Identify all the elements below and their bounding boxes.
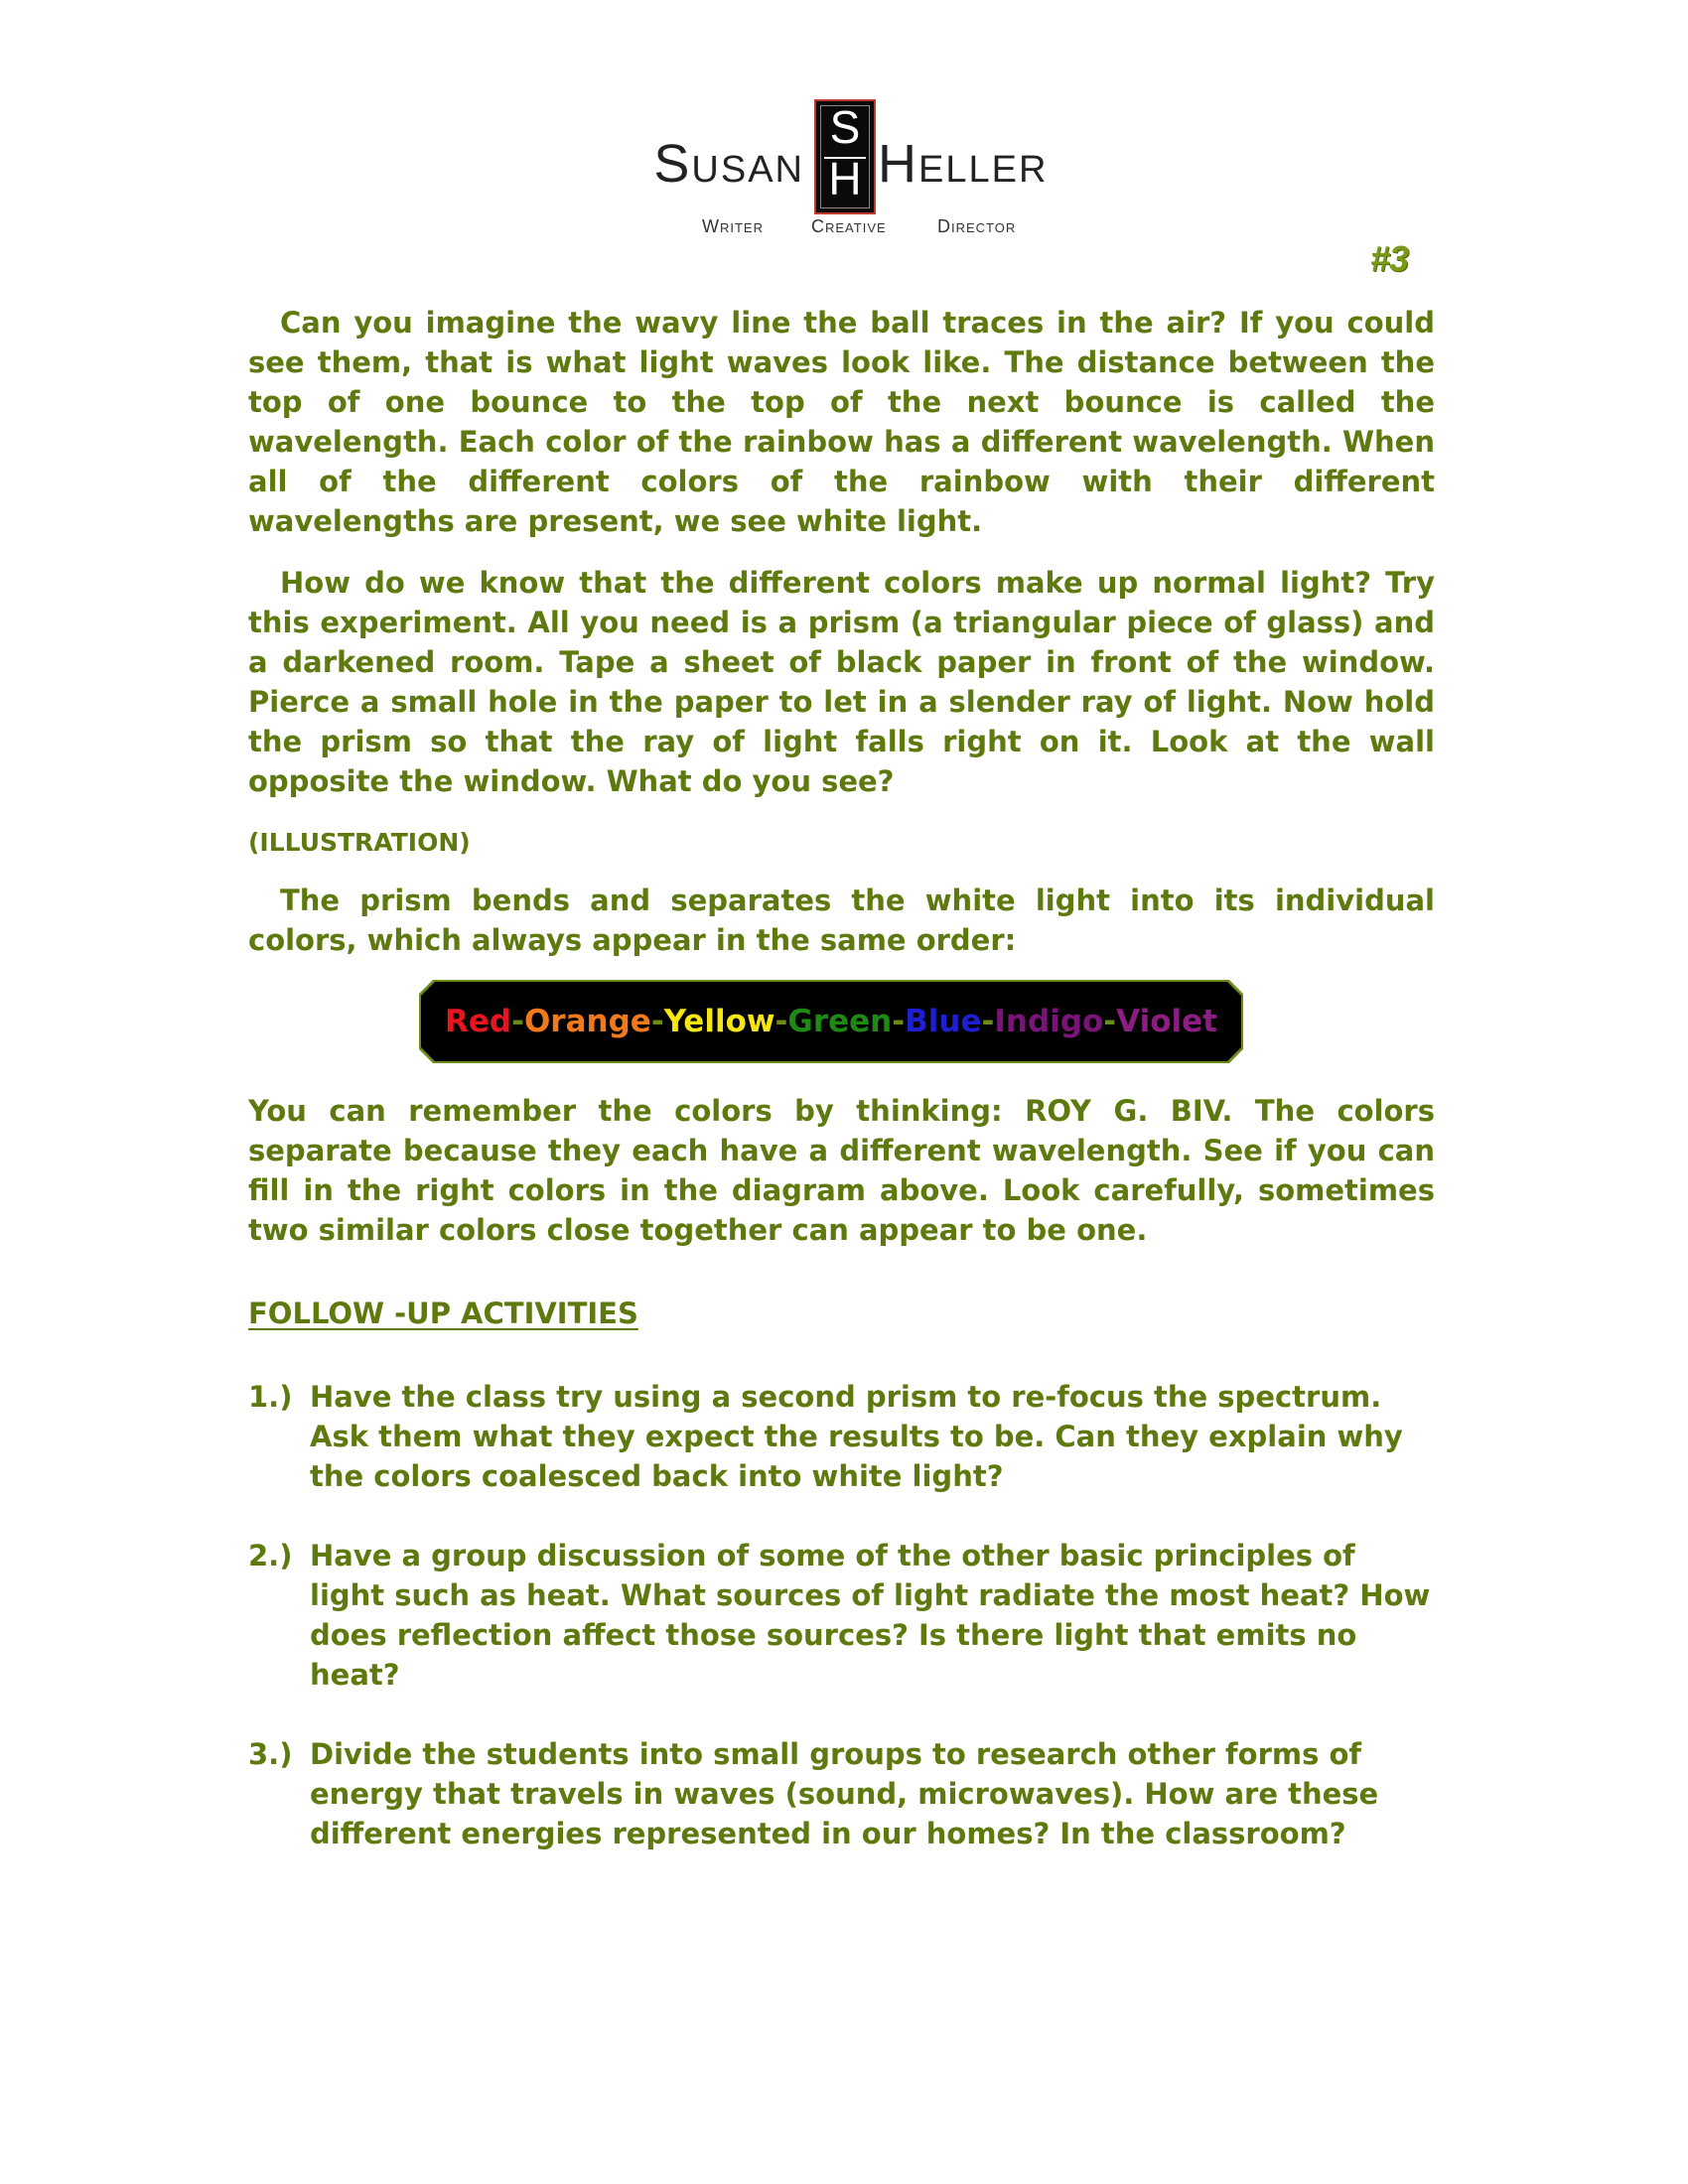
followup-heading: FOLLOW -UP ACTIVITIES bbox=[248, 1297, 638, 1330]
paragraph-wavelength: Can you imagine the wavy line the ball traces in the air? If you could see them, that is what light waves look like. The distance between the top of one bounce to the top of the next bounce is called the wavelength. Each color of the rainbow has a different wavelength. When all of the different colors of the rainbow with their different wavelengths are present, we see white light. bbox=[248, 306, 1435, 538]
activity-text: Have a group discussion of some of the other basic principles of light such as heat. What sources of light radiate the most heat? How does reflection affect those sources? Is there light that emits no heat? bbox=[310, 1539, 1431, 1692]
monogram-letter-top: S bbox=[829, 101, 861, 153]
role-director: Director bbox=[937, 216, 1017, 236]
document-body bbox=[248, 303, 1435, 1893]
illustration-placeholder: (ILLUSTRATION) bbox=[248, 828, 471, 857]
spectrum-separator: - bbox=[981, 1004, 995, 1039]
spectrum-word-blue: Blue bbox=[905, 1004, 982, 1039]
spectrum-word-green: Green bbox=[787, 1004, 893, 1039]
activity-text: Have the class try using a second prism to re-focus the spectrum. Ask them what they expect the results to be. Can they explain why the colors coalesced back into white light? bbox=[310, 1380, 1403, 1493]
spectrum-separator: - bbox=[1103, 1004, 1117, 1039]
paragraph-prism: The prism bends and separates the white light into its individual colors, which always appear in the same order: bbox=[248, 884, 1435, 957]
paragraph-experiment: How do we know that the different colors make up normal light? Try this experiment. All you need is a prism (a triangular piece of glass) and a darkened room. Tape a sheet of black paper in front of the window. Pierce a small hole in the paper to let in a slender ray of light. Now hold the prism so that the ray of light falls right on it. Look at the wall opposite the window. What do you see? bbox=[248, 566, 1435, 798]
spectrum-word-indigo: Indigo bbox=[994, 1004, 1104, 1039]
letterhead-first-name: Susan bbox=[653, 134, 804, 194]
role-writer: Writer bbox=[702, 216, 764, 236]
activity-number: 1.) bbox=[248, 1380, 293, 1414]
spectrum-separator: - bbox=[650, 1004, 664, 1039]
monogram-letter-bottom: H bbox=[828, 153, 862, 205]
activity-item-2 bbox=[248, 1536, 1435, 1695]
page-number: #3 bbox=[1370, 238, 1409, 279]
activity-item-3 bbox=[248, 1734, 1435, 1853]
spectrum-word-orange: Orange bbox=[523, 1004, 651, 1039]
spectrum-separator: - bbox=[892, 1004, 906, 1039]
spectrum-separator: - bbox=[774, 1004, 788, 1039]
role-creative: Creative bbox=[811, 216, 887, 236]
activity-number: 2.) bbox=[248, 1539, 293, 1572]
paragraph-roygbiv: You can remember the colors by thinking: ROY G. BIV. The colors separate because they each have a different wavelength. See if you can fill in the right colors in the diagram above. Look carefully, sometimes two similar colors close together can appear to be one. bbox=[248, 1094, 1435, 1247]
letterhead-last-name: Heller bbox=[878, 134, 1049, 194]
activity-text: Divide the students into small groups to research other forms of energy that travels in waves (sound, microwaves). How are these different energies represented in our homes? In the classroom? bbox=[310, 1737, 1379, 1850]
spectrum-word-violet: Violet bbox=[1116, 1004, 1217, 1039]
spectrum-color-list bbox=[421, 982, 1241, 1061]
letterhead bbox=[0, 99, 1688, 238]
spectrum-separator: - bbox=[511, 1004, 524, 1039]
activity-number: 3.) bbox=[248, 1737, 293, 1771]
spectrum-word-yellow: Yellow bbox=[663, 1004, 775, 1039]
activity-item-1 bbox=[248, 1377, 1435, 1496]
spectrum-banner bbox=[248, 982, 1435, 1071]
monogram-logo bbox=[814, 99, 876, 214]
spectrum-word-red: Red bbox=[444, 1004, 512, 1039]
